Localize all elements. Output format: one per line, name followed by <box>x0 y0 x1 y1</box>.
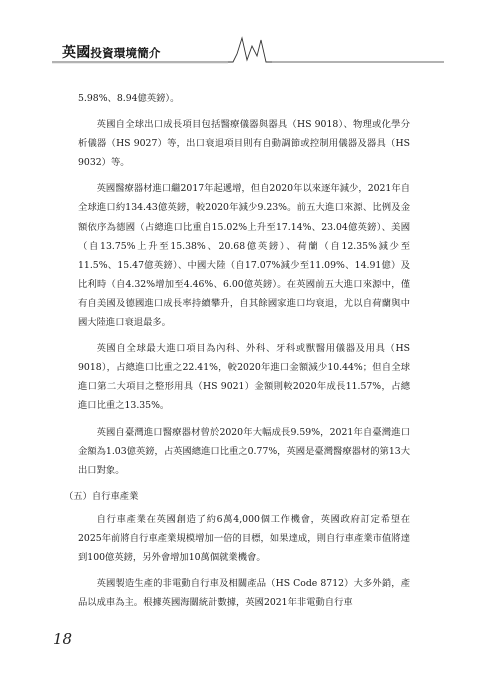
paragraph-imports: 英國醫療器材進口繼2017年起遞增，但自2020年以來逐年減少，2021年自全球進口約134.43億英鎊，較2020年減少9.23%。前五大進口來源、比例及金額依序為德國（占總進口比重自15.02%上升至17.14%、23.04億英鎊）、美國（自13.75%上升至15.38%、20.68億英鎊）、荷蘭（自12.35%減少至11.5%、15.47億英鎊）、中國大陸（自17.07%減少至11.09%、14.91億）及比利時（自4.32%增加至4.46%、6.00億英鎊）。在英國前五大進口來源中，僅有自美國及德國進口成長率持續攀升，自其餘國家進口均衰退，尤以自荷蘭與中國大陸進口衰退最多。 <box>78 183 410 329</box>
header-title-prefix: 英國 <box>62 45 91 61</box>
header-title-rest: 投資環境簡介 <box>90 46 161 60</box>
paragraph-taiwan: 英國自臺灣進口醫療器材曾於2020年大幅成長9.59%，2021年自臺灣進口金額為1.03億英鎊，占英國總進口比重之0.77%，英國是臺灣醫療器材的第13大出口對象。 <box>78 426 410 476</box>
page-content <box>64 89 410 619</box>
page-header <box>52 34 444 64</box>
paragraph-continued: 5.98%、8.94億英鎊）。 <box>78 93 180 104</box>
paragraph-bicycle-export: 英國製造生產的非電動自行車及相關產品（HS Code 8712）大多外銷，產品以成車為主。根據英國海關統計數據，英國2021年非電動自行車 <box>78 578 410 609</box>
header-title <box>62 42 161 62</box>
paragraph-exports: 英國自全球出口成長項目包括醫療儀器與器具（HS 9018）、物理或化學分析儀器（HS 9027）等，出口衰退項目則有自動調節或控制用儀器及器具（HS 9032）等。 <box>78 119 410 169</box>
paragraph-largest-import: 英國自全球最大進口項目為內科、外科、牙科或獸醫用儀器及用具（HS 9018），占總進口比重之22.41%，較2020年進口金額減少10.44%；但自全球進口第二大項目之整形用具（HS 9021）金額則較2020年成長11.57%，占總進口比重之13.35%。 <box>78 343 410 412</box>
page-number: 18 <box>53 630 73 648</box>
section-heading-bicycle: （五）自行車產業 <box>64 490 139 502</box>
paragraph-bicycle-jobs: 自行車產業在英國創造了約6萬4,000個工作機會，英國政府訂定希望在2025年前將自行車產業規模增加一倍的目標，如果達成，則自行車產業市值將達到100億英鎊，另外會增加10萬個就業機會。 <box>78 513 410 564</box>
